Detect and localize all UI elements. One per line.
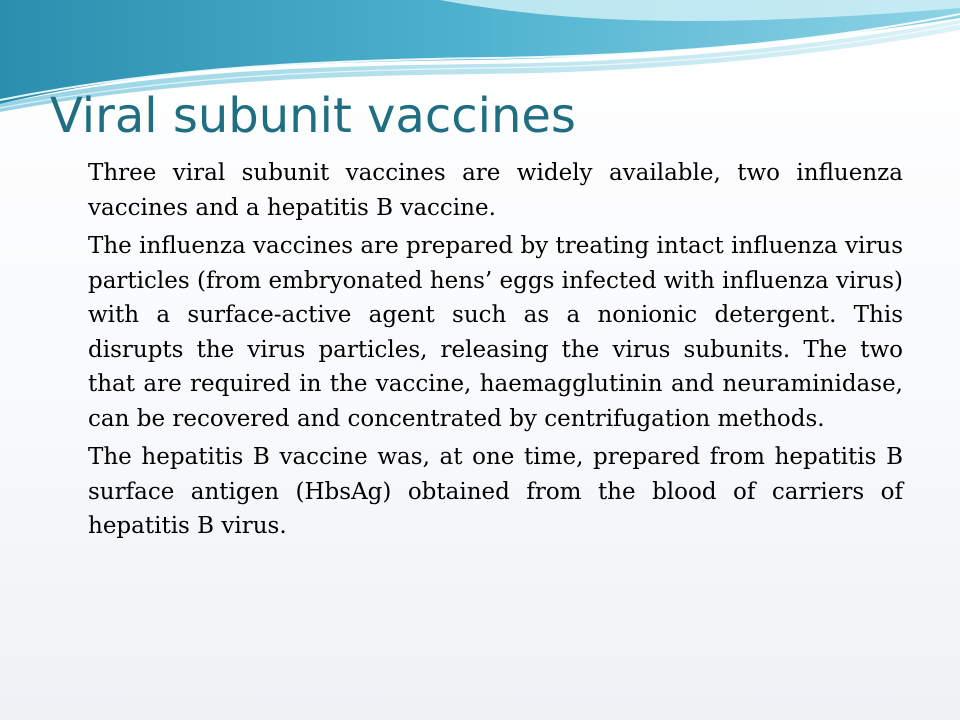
paragraph-overview: Three viral subunit vaccines are widely available, two influenza vaccines and a hepatitis B vaccine.: [88, 160, 903, 221]
paragraph-hepatitis-b-vaccine: The hepatitis B vaccine was, at one time, prepared from hepatitis B surface antigen (HbsAg) obtained from the blood of carriers of hepatitis B virus.: [88, 444, 903, 539]
paragraph-influenza-vaccines: The influenza vaccines are prepared by treating intact influenza virus particles (from embryonated hens’ eggs infected with influenza virus) with a surface-active agent such as a nonionic detergent. This disrupts the virus particles, releasing the virus subunits. The two that are required in the vaccine, haemagglutinin and neuraminidase, can be recovered and concentrated by centrifugation methods.: [88, 233, 903, 432]
slide-title: Viral subunit vaccines: [50, 88, 576, 144]
slide-body: [88, 156, 903, 548]
